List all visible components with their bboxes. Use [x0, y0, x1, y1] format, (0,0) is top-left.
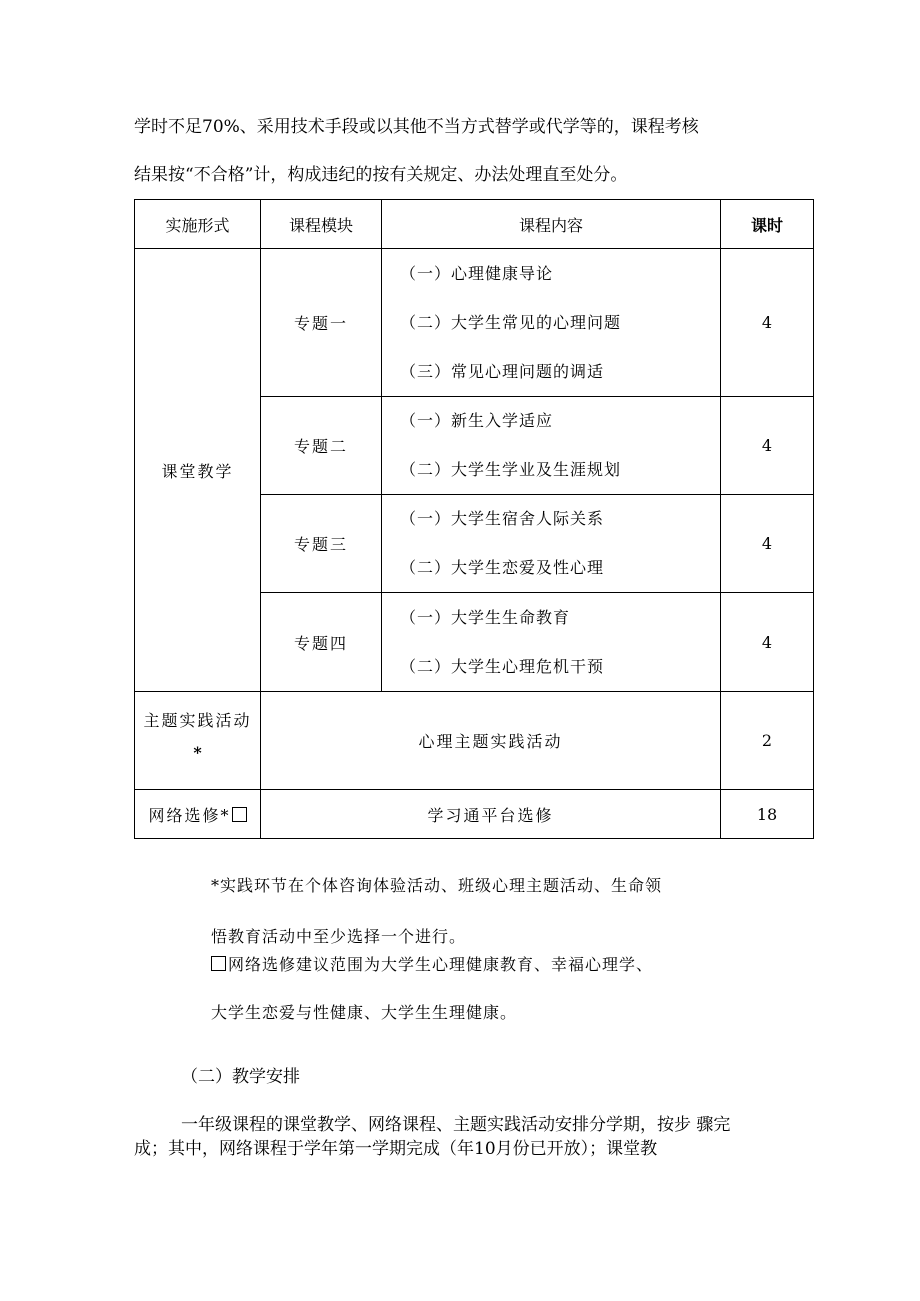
module-content [382, 593, 721, 692]
note-2-line-2: 大学生恋爱与性健康、大学生生理健康。 [211, 1003, 518, 1022]
module-name: 专题三 [261, 495, 382, 593]
classroom-teaching-cell: 课堂教学 [135, 249, 261, 692]
practice-content: 心理主题实践活动 [261, 692, 721, 790]
table-row [135, 790, 814, 839]
intro-line-1: 学时不足70%、采用技术手段或以其他不当方式替学或代学等的，课程考核 [134, 117, 699, 137]
header-hours: 课时 [721, 200, 814, 249]
module-content [382, 495, 721, 593]
module-name: 专题四 [261, 593, 382, 692]
section-heading: （二）教学安排 [181, 1067, 300, 1087]
box-glyph-icon [232, 807, 247, 822]
module-name: 专题二 [261, 397, 382, 495]
header-module: 课程模块 [261, 200, 382, 249]
module-content [382, 249, 721, 397]
practice-hours: 2 [721, 692, 814, 790]
module-hours: 4 [721, 593, 814, 692]
practice-form-label: 主题实践活动 [143, 710, 252, 730]
module-hours: 4 [721, 249, 814, 397]
content-item: （三）常见心理问题的调适 [400, 361, 605, 381]
online-hours: 18 [721, 790, 814, 839]
note-1-line-2: 悟教育活动中至少选择一个进行。 [211, 927, 467, 946]
intro-line-2: 结果按“不合格”计，构成违纪的按有关规定、办法处理直至处分。 [134, 165, 628, 185]
table-header-row [135, 200, 814, 249]
box-glyph-icon [211, 956, 226, 971]
header-form: 实施形式 [135, 200, 261, 249]
content-item: （二）大学生恋爱及性心理 [400, 557, 605, 577]
course-schedule-table [134, 199, 814, 839]
content-item: （一）大学生宿舍人际关系 [400, 509, 605, 529]
section-para-line-2: 成；其中，网络课程于学年第一学期完成（年10月份已开放）；课堂教 [134, 1139, 658, 1159]
content-item: （二）大学生学业及生涯规划 [400, 459, 622, 479]
table-row [135, 249, 814, 397]
content-item: （一）心理健康导论 [400, 263, 554, 283]
online-form-label: 网络选修* [148, 805, 231, 825]
practice-form-mark: * [193, 742, 202, 762]
module-hours: 4 [721, 397, 814, 495]
note-2-line-1 [211, 955, 653, 975]
content-item: （一）新生入学适应 [400, 411, 554, 431]
section-para-line-1: 一年级课程的课堂教学、网络课程、主题实践活动安排分学期，按步 骤完 [181, 1115, 731, 1135]
module-name: 专题一 [261, 249, 382, 397]
content-item: （一）大学生生命教育 [400, 607, 571, 627]
note-1-line-1: *实践环节在个体咨询体验活动、班级心理主题活动、生命领 [211, 876, 663, 895]
content-item: （二）大学生常见的心理问题 [400, 312, 622, 332]
module-hours: 4 [721, 495, 814, 593]
header-content: 课程内容 [382, 200, 721, 249]
table-row [135, 692, 814, 790]
practice-form-cell [135, 692, 261, 790]
note-2-text: 网络选修建议范围为大学生心理健康教育、幸福心理学、 [228, 955, 654, 974]
online-form-cell [135, 790, 261, 839]
online-content: 学习通平台选修 [261, 790, 721, 839]
content-item: （二）大学生心理危机干预 [400, 656, 605, 676]
module-content [382, 397, 721, 495]
